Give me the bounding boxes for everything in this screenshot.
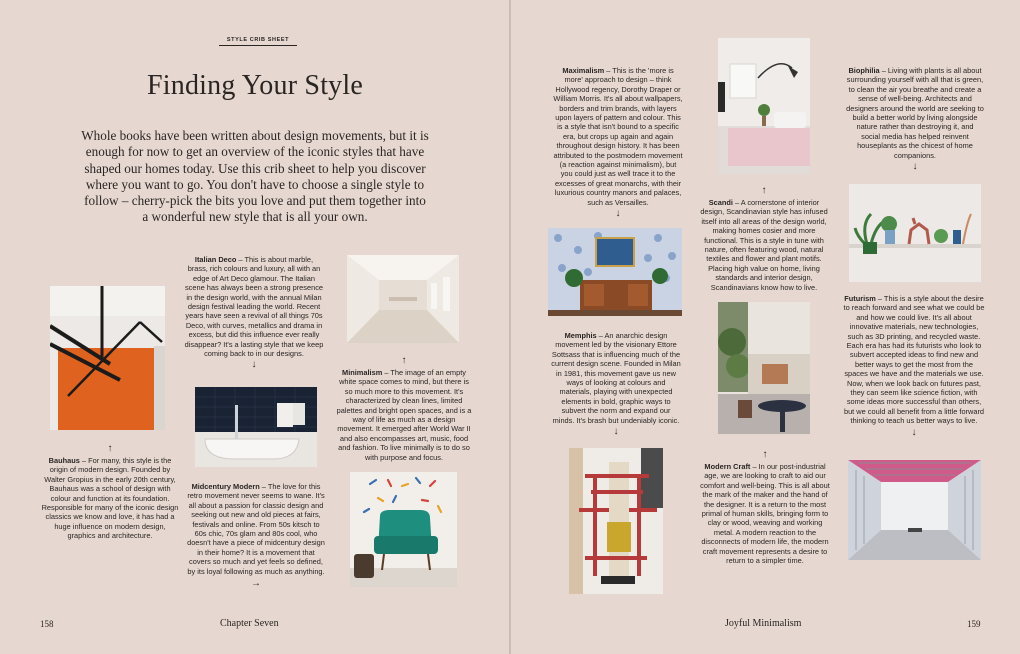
style-text: – The image of an empty white space comes to mind, but there is so much more to this movement. It's characterized by clean lines, limited palettes and bright open spaces, and is a way of life as much as a design movement. It emerged after World War II and also encompasses art, music, food and fashion. To live minimally is to do so with purpose and focus. (336, 368, 472, 462)
intro-paragraph: Whole books have been written about design movements, but it is enough for now to get an overview of the iconic styles that have shaped our homes today. Use this crib sheet to help you discover where you want to go. You don't have to choose a single style to follow – cherry-pick the bits you love and put them together into a wonderful new style that is all your own. (81, 128, 429, 225)
memphis-photo (569, 448, 663, 594)
arrow-down-icon: ↓ (613, 426, 619, 438)
style-name: Bauhaus (48, 456, 80, 465)
style-bauhaus (40, 444, 180, 541)
running-head: Chapter Seven (220, 618, 279, 629)
style-text: – A cornerstone of interior design, Scandinavian style has infused itself into all areas of the design world, making homes cosier and more functional. This is a style in tune with nature, often featuring wood, natural textiles and flower and plant motifs. Placing high value on home, living standards and interior design, Scandinavians know how to live. (700, 198, 828, 292)
style-name: Biophilia (848, 66, 880, 75)
style-text: – Living with plants is all about surrounding yourself with all that is green, to clean the air you breathe and create a sense of well-being. Architects and designers around the world are seeking to build a better world by living alongside nature rather than destroying it, and social media has helped reinvent houseplants as the chicest of home companions. (846, 66, 984, 160)
modern-living-photo (718, 302, 810, 434)
maximalism-photo (548, 228, 682, 316)
scandi-photo (718, 38, 810, 174)
right-page (511, 0, 1020, 654)
style-name: Maximalism (562, 66, 605, 75)
minimalism-photo (347, 255, 459, 343)
style-biophilia (846, 66, 984, 172)
style-name: Modern Craft (704, 462, 751, 471)
style-scandi (698, 186, 830, 292)
style-name: Minimalism (342, 368, 383, 377)
page-number: 159 (967, 619, 981, 629)
arrow-down-icon: ↓ (251, 359, 257, 371)
italian-deco-photo (195, 387, 317, 467)
section-tag: STYLE CRIB SHEET (219, 37, 297, 46)
arrow-down-icon: ↓ (912, 161, 918, 173)
style-text: – This is about marble, brass, rich colours and luxury, all with an edge of Art Deco glamour. The Italian scene has always been a strong presence in the design world, with the annual Milan design festival leading the world. Recent years have seen a revival of all things 70s Deco, with curves, metallics and drama in excess, but did this influence ever really disappear? It's a lasting style that we keep coming back to in our designs. (184, 255, 324, 359)
bauhaus-photo (50, 286, 165, 430)
left-page (0, 0, 509, 654)
page-title: Finding Your Style (147, 70, 363, 101)
arrow-up-icon: ↑ (762, 449, 768, 460)
style-futurism (843, 294, 985, 438)
style-name: Scandi (708, 198, 733, 207)
style-name: Italian Deco (194, 255, 237, 264)
arrow-up-icon: ↑ (761, 185, 767, 196)
midcentury-photo (350, 472, 457, 587)
futurism-photo (848, 460, 981, 560)
style-italian-deco (184, 255, 324, 370)
style-text: – The love for this retro movement never seems to wane. It's all about a passion for classic design and seeking out new and old pieces at fairs, festivals and online. From 50s kitsch to 60s chic, 70s glam and 80s cool, who doesn't have a piece of midcentury design in their home? It is a movement that covers so much and yet feels so defined, by its loyal following as much as anything. (187, 482, 325, 576)
style-text: – This is the 'more is more' approach to design – think Hollywood regency, Dorothy Draper or William Morris. It's all about wallpapers, borders and trim brands, with layers upon layers of pattern and colour. This is a style that isn't bound to a specific era, but crops up again and again throughout design history. It has been attributed to the postmodern movement (a reaction against minimalism), but you could just as well trace it to the excesses of great monarchs, with their luxurious country manors and palaces, such as Versailles. (553, 66, 683, 207)
style-midcentury-modern (186, 482, 326, 589)
style-text: – This is a style about the desire to reach forward and see what we could be and how we could live. It's all about innovative materials, new technologies, such as 3D printing, and recycled waste. Each era has had its futurists who look to subvert accepted ideas to find new and better ways to get the most from the spaces we have and the materials we use. Now, when we look back on futures past, they can seem like science fiction, with some ideas more successful than others, but we could all benefit from a little forward thinking to teach us better ways to live. (843, 294, 985, 426)
arrow-down-icon: ↓ (911, 426, 917, 438)
arrow-up-icon: ↑ (107, 443, 113, 454)
biophilia-photo (849, 184, 981, 282)
arrow-up-icon: ↑ (401, 355, 407, 366)
style-modern-craft (698, 450, 832, 565)
style-name: Midcentury Modern (191, 482, 260, 491)
style-minimalism (336, 356, 472, 462)
style-name: Memphis (564, 331, 597, 340)
style-name: Futurism (844, 294, 876, 303)
style-text: – In our post-industrial age, we are looking to craft to aid our comfort and well-being. This is all about the mark of the maker and the hand of the designer. It is a return to the most primal of human skills, bringing form to clay or wood, weaving and working metal. A modern reaction to the disconnects of modern life, the modern craft movement represents a desire to return to a simpler time. (700, 462, 830, 566)
style-maximalism (553, 66, 683, 219)
style-text: – An anarchic design movement led by the visionary Ettore Sottsass that is influencing much of the current design scene. Founded in Milan in 1981, this movement gave us new ways of looking at colours and materials, playing with unexpected elements in bold, graphic ways to subvert the norm and expand our minds. It's brash but undeniably iconic. (551, 331, 681, 425)
style-text: – For many, this style is the origin of modern design. Founded by Walter Gropius in the early 20th century, Bauhaus was a school of design with colour and function at its foundation. Responsible for many of the iconic design classics we know and love, it has had a huge influence on modern design, graphics and architecture. (41, 456, 179, 541)
style-memphis (551, 331, 681, 437)
page-number: 158 (40, 619, 54, 629)
running-head: Joyful Minimalism (725, 618, 802, 629)
arrow-down-icon: ↓ (615, 208, 621, 220)
arrow-right-icon: → (251, 578, 261, 590)
